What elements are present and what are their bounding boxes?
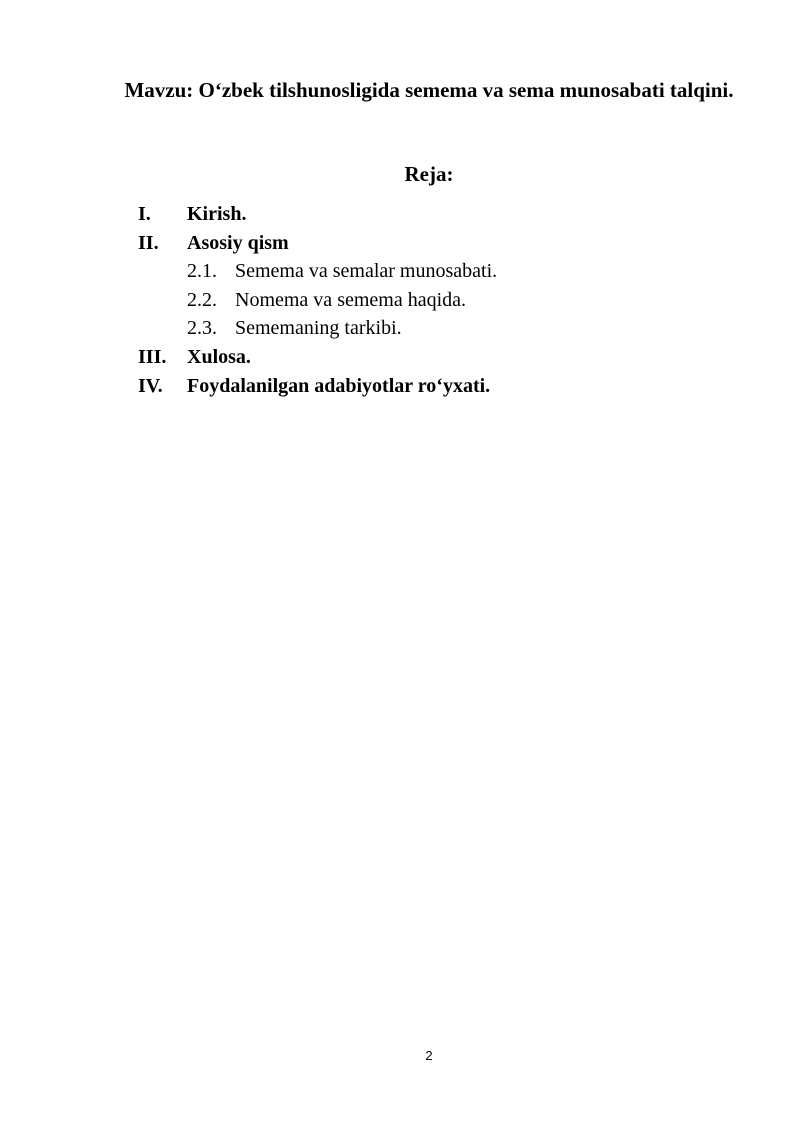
plan-subitem xyxy=(138,286,738,315)
plan-item-label: Foydalanilgan adabiyotlar ro‘yxati. xyxy=(187,374,491,397)
plan-item-label: Kirish. xyxy=(187,203,247,225)
document-title: Mavzu: O‘zbek tilshunosligida semema va sema munosabati talqini. xyxy=(124,78,734,102)
plan-subitem-number: 2.2. xyxy=(187,288,217,311)
plan-subitem xyxy=(138,257,738,286)
page-number: 2 xyxy=(425,1048,433,1063)
plan-item-number: II. xyxy=(138,231,159,254)
plan-item-number: I. xyxy=(138,203,151,225)
plan-list xyxy=(138,200,738,400)
plan-item-label: Xulosa. xyxy=(187,345,251,368)
plan-subitem xyxy=(138,314,738,343)
plan-subitem-number: 2.3. xyxy=(187,317,217,340)
plan-item-number: IV. xyxy=(138,374,163,397)
plan-item xyxy=(138,343,738,372)
plan-subitem-label: Nomema va semema haqida. xyxy=(235,288,467,311)
plan-subitem-number: 2.1. xyxy=(187,260,217,283)
plan-item-label: Asosiy qism xyxy=(187,231,289,254)
plan-item-number: III. xyxy=(138,345,167,368)
plan-subitem-label: Semema va semalar munosabati. xyxy=(235,260,498,283)
plan-heading: Reja: xyxy=(404,162,454,186)
plan-item xyxy=(138,372,738,401)
plan-item xyxy=(138,200,738,229)
plan-subitem-label: Sememaning tarkibi. xyxy=(235,317,402,340)
plan-item xyxy=(138,229,738,258)
